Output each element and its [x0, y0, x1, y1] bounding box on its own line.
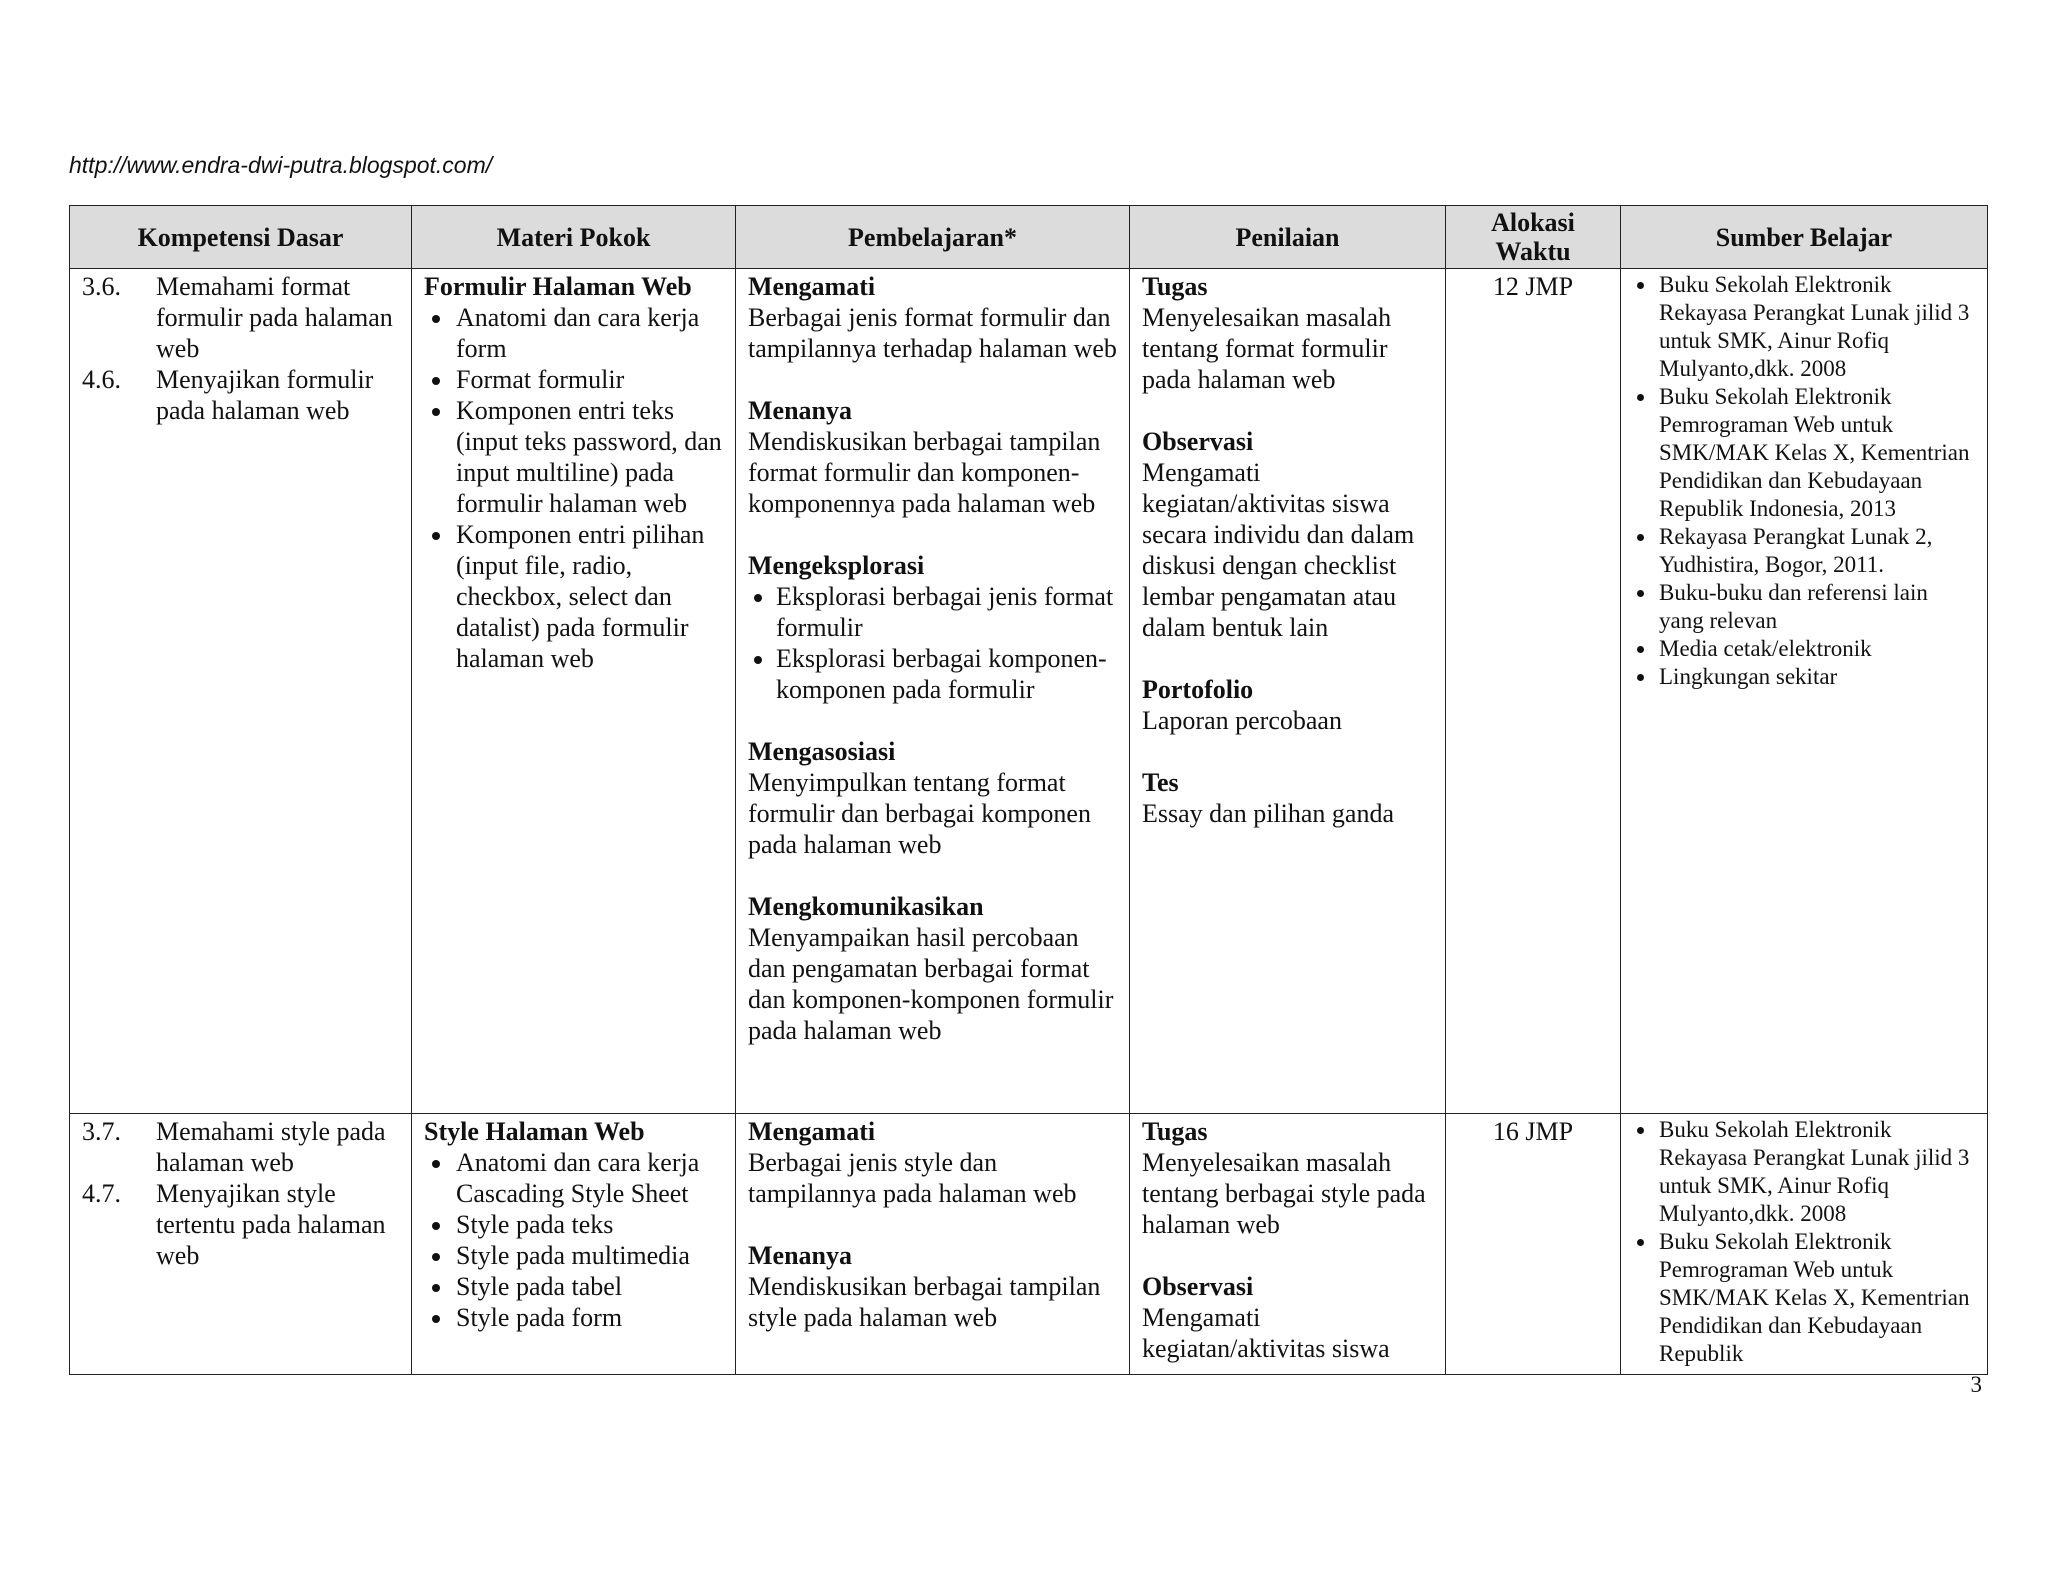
section-title: Tugas: [1142, 272, 1208, 301]
header-kompetensi-dasar: Kompetensi Dasar: [70, 206, 412, 269]
section-text: Essay dan pilihan ganda: [1142, 799, 1394, 828]
tugas-section: [1142, 1116, 1433, 1240]
section-title: Mengkomunikasikan: [748, 892, 984, 921]
section-text: Mengamati kegiatan/aktivitas siswa: [1142, 1303, 1390, 1363]
kd-text: Menyajikan formulir pada halaman web: [156, 365, 374, 425]
list-item: • Buku Sekolah Elektronik Pemrograman Web untuk SMK/MAK Kelas X, Kementrian Pendidikan dan Kebudayaan Republik Indonesia, 2013: [1657, 383, 1975, 523]
alokasi-waktu-cell: 12 JMP: [1446, 269, 1621, 1114]
kd-number: 4.6.: [82, 365, 121, 394]
kd-item: [82, 364, 399, 426]
section-text: Menyelesaikan masalah tentang berbagai style pada halaman web: [1142, 1148, 1426, 1239]
list-item: • Lingkungan sekitar: [1657, 663, 1975, 691]
materi-title: Style Halaman Web: [424, 1117, 645, 1146]
alokasi-waktu-cell: 16 JMP: [1446, 1114, 1621, 1375]
section-title: Tugas: [1142, 1117, 1208, 1146]
page-number: 3: [1970, 1372, 1982, 1397]
penilaian-cell: [1130, 269, 1446, 1114]
list-item: • Buku Sekolah Elektronik Rekayasa Perangkat Lunak jilid 3 untuk SMK, Ainur Rofiq Mulyanto,dkk. 2008: [1657, 271, 1975, 383]
kd-number: 3.7.: [82, 1117, 121, 1146]
section-title: Mengamati: [748, 1117, 876, 1146]
list-item: • Style pada multimedia: [454, 1240, 723, 1271]
section-title: Mengeksplorasi: [748, 551, 925, 580]
kd-item: [82, 1116, 399, 1178]
portofolio-section: [1142, 674, 1433, 736]
table-header-row: [70, 206, 1988, 269]
list-item: • Anatomi dan cara kerja form: [454, 302, 723, 364]
section-title: Observasi: [1142, 427, 1254, 456]
kd-item: [82, 1178, 399, 1271]
mengeksplorasi-section: [748, 550, 1117, 705]
sumber-belajar-cell: [1621, 1114, 1988, 1375]
list-item: • Media cetak/elektronik: [1657, 635, 1975, 663]
list-item: • Eksplorasi berbagai komponen-komponen pada formulir: [776, 643, 1117, 705]
list-item: • Style pada tabel: [454, 1271, 723, 1302]
sumber-list: [1633, 271, 1975, 691]
section-text: Berbagai jenis style dan tampilannya pada halaman web: [748, 1148, 1077, 1208]
tes-section: [1142, 767, 1433, 829]
section-text: Menyimpulkan tentang format formulir dan berbagai komponen pada halaman web: [748, 768, 1091, 859]
kd-text: Menyajikan style tertentu pada halaman web: [156, 1179, 386, 1270]
section-text: Berbagai jenis format formulir dan tampilannya terhadap halaman web: [748, 303, 1117, 363]
list-item: • Style pada form: [454, 1302, 723, 1333]
list-item: • Komponen entri pilihan (input file, radio, checkbox, select dan datalist) pada formulir halaman web: [454, 519, 723, 674]
materi-pokok-cell: [412, 269, 736, 1114]
list-item: • Eksplorasi berbagai jenis format formulir: [776, 581, 1117, 643]
materi-pokok-cell: [412, 1114, 736, 1375]
list-item: • Rekayasa Perangkat Lunak 2, Yudhistira, Bogor, 2011.: [1657, 523, 1975, 579]
header-materi-pokok: Materi Pokok: [412, 206, 736, 269]
section-text: Menyampaikan hasil percobaan dan pengamatan berbagai format dan komponen-komponen formulir pada halaman web: [748, 923, 1114, 1045]
list-item: • Buku Sekolah Elektronik Rekayasa Perangkat Lunak jilid 3 untuk SMK, Ainur Rofiq Mulyanto,dkk. 2008: [1657, 1116, 1975, 1228]
list-item: • Buku-buku dan referensi lain yang relevan: [1657, 579, 1975, 635]
mengamati-section: [748, 271, 1117, 364]
list-item: • Style pada teks: [454, 1209, 723, 1240]
tugas-section: [1142, 271, 1433, 395]
section-text: Mendiskusikan berbagai tampilan style pada halaman web: [748, 1272, 1101, 1332]
observasi-section: [1142, 1271, 1433, 1364]
section-title: Mengasosiasi: [748, 737, 896, 766]
menanya-section: [748, 395, 1117, 519]
kd-number: 3.6.: [82, 272, 121, 301]
list-item: • Anatomi dan cara kerja Cascading Style Sheet: [454, 1147, 723, 1209]
table-row: [70, 269, 1988, 1114]
section-text: Mendiskusikan berbagai tampilan format formulir dan komponen-komponennya pada halaman web: [748, 427, 1101, 518]
materi-list: [424, 302, 723, 674]
kd-item: [82, 271, 399, 364]
menanya-section: [748, 1240, 1117, 1333]
section-title: Mengamati: [748, 272, 876, 301]
mengamati-section: [748, 1116, 1117, 1209]
section-text: Menyelesaikan masalah tentang format formulir pada halaman web: [1142, 303, 1392, 394]
mengasosiasi-section: [748, 736, 1117, 860]
kompetensi-dasar-cell: [70, 1114, 412, 1375]
list-item: • Komponen entri teks (input teks password, dan input multiline) pada formulir halaman web: [454, 395, 723, 519]
header-penilaian: Penilaian: [1130, 206, 1446, 269]
header-url: http://www.endra-dwi-putra.blogspot.com/: [69, 152, 493, 178]
section-title: Tes: [1142, 768, 1179, 797]
mengkomunikasikan-section: [748, 891, 1117, 1046]
kompetensi-dasar-cell: [70, 269, 412, 1114]
syllabus-table: [69, 205, 1988, 1375]
kd-text: Memahami format formulir pada halaman web: [156, 272, 393, 363]
pembelajaran-cell: [736, 1114, 1130, 1375]
eksplorasi-list: [748, 581, 1117, 705]
header-alokasi-waktu: Alokasi Waktu: [1446, 206, 1621, 269]
section-title: Menanya: [748, 1241, 852, 1270]
sumber-belajar-cell: [1621, 269, 1988, 1114]
list-item: • Format formulir: [454, 364, 723, 395]
section-title: Observasi: [1142, 1272, 1254, 1301]
section-title: Menanya: [748, 396, 852, 425]
list-item: • Buku Sekolah Elektronik Pemrograman Web untuk SMK/MAK Kelas X, Kementrian Pendidikan dan Kebudayaan Republik: [1657, 1228, 1975, 1368]
kd-number: 4.7.: [82, 1179, 121, 1208]
section-text: Mengamati kegiatan/aktivitas siswa secara individu dan dalam diskusi dengan checklist lembar pengamatan atau dalam bentuk lain: [1142, 458, 1415, 642]
pembelajaran-cell: [736, 269, 1130, 1114]
header-sumber-belajar: Sumber Belajar: [1621, 206, 1988, 269]
materi-title: Formulir Halaman Web: [424, 272, 692, 301]
observasi-section: [1142, 426, 1433, 643]
sumber-list: [1633, 1116, 1975, 1368]
section-title: Portofolio: [1142, 675, 1254, 704]
materi-list: [424, 1147, 723, 1333]
header-pembelajaran: Pembelajaran*: [736, 206, 1130, 269]
section-text: Laporan percobaan: [1142, 706, 1342, 735]
table-row: [70, 1114, 1988, 1375]
kd-text: Memahami style pada halaman web: [156, 1117, 386, 1177]
penilaian-cell: [1130, 1114, 1446, 1375]
